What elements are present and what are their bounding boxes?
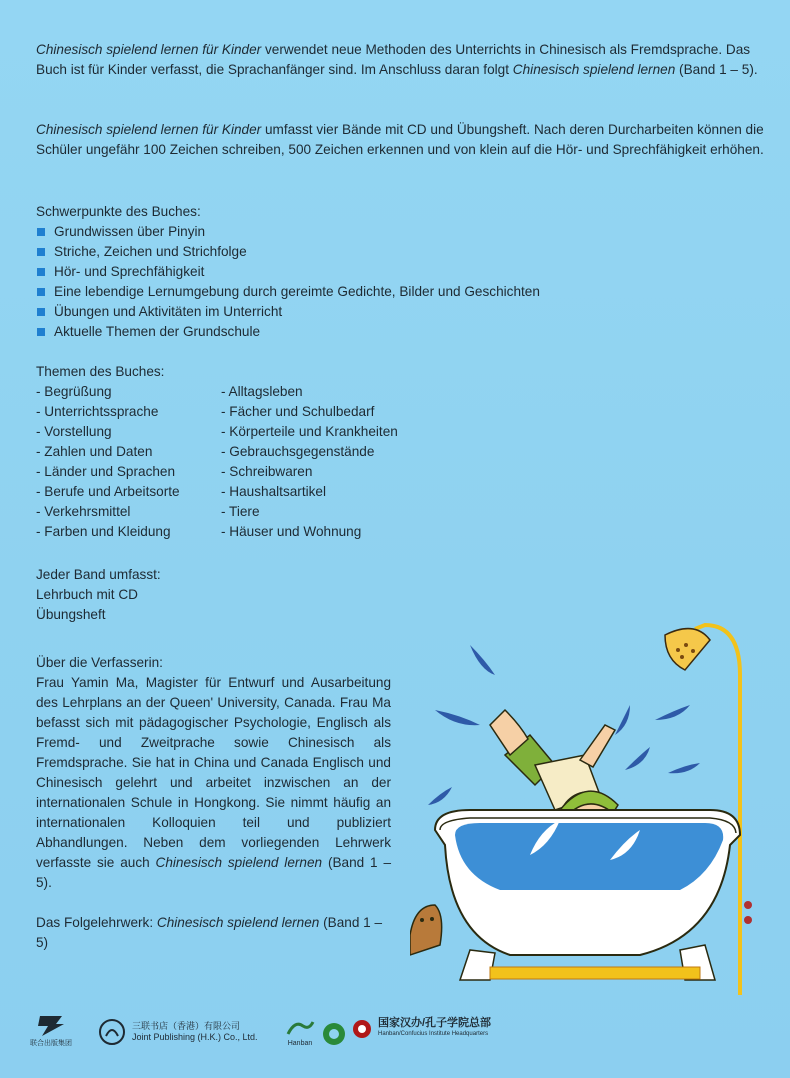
hanban-icon [285,1018,315,1038]
hanban-logo [285,1018,347,1049]
followup-label: Das Folgelehrwerk: [36,915,157,930]
author-heading: Über die Verfasserin: [36,655,163,670]
intro-paragraph [36,40,766,80]
publishing-group-icon [36,1012,66,1038]
intro-text-2: (Band 1 – 5). [675,62,758,77]
volumes-paragraph [36,120,766,160]
list-item: Grundwissen über Pinyin [36,222,766,242]
list-item: - Körperteile und Krankheiten [221,424,398,439]
followup-tail: (Band 1 – 5) [36,915,383,950]
list-item: Aktuelle Themen der Grundschule [36,322,766,342]
list-item: Eine lebendige Lernumgebung durch gereimte Gedichte, Bilder und Geschichten [36,282,766,302]
publisher-logos [30,1012,770,1062]
list-item: - Unterrichtssprache [36,404,159,419]
focus-heading: Schwerpunkte des Buches: [36,204,201,219]
hanban-cn: 国家汉办/孔子学院总部 [378,1017,492,1029]
book-title: Chinesisch spielend lernen für Kinder [36,42,262,57]
list-item: - Schreibwaren [221,464,313,479]
publishing-group-logo [30,1012,72,1049]
publishing-group-name: 联合出版集团 [30,1040,72,1047]
hanban-seal-icon [352,1019,372,1039]
child-arm [580,725,615,767]
author-text: Frau Yamin Ma, Magister für Entwurf und Ausarbeitung des Lehrplans an der Queen' University, Canada. Frau Ma befasst sich mit pädagogischer Psychologie, Englisch als Fremd- und Zweitprache sowie Chinesisch als Fremdsprache. Sie hat in China und Canada Englisch und Chinesisch gelehrt und arbeitet inzwischen an der internationalen Schule in Hongkong. Sie nimmt häufig an internationalen Kolloquien teil und publiziert Abhandlungen. Neben dem vorliegenden Lehrwerk verfasste sie auch [36,675,391,870]
joint-publishing-logo [98,1018,258,1046]
list-item: Striche, Zeichen und Strichfolge [36,242,766,262]
series-title: Chinesisch spielend lernen [156,915,320,930]
tap-icon [744,901,752,924]
volumes-text: umfasst vier Bände mit CD und Übungsheft. Nach deren Durcharbeiten können die Schüler ungefähr 100 Zeichen schreiben, 500 Zeichen erkennen und von klein auf die Hör- und Sprechfähigkeit erhöhen. [36,122,764,157]
bathtub [435,810,740,980]
hanban-label: Hanban [287,1040,313,1047]
hanban-headquarters-logo [352,1018,491,1040]
confucius-institute-icon [321,1021,347,1047]
hanban-en: Hanban/Confucius Institute Headquarters [378,1031,489,1037]
topics-heading: Themen des Buches: [36,364,165,379]
list-item: - Länder und Sprachen [36,464,176,479]
list-item: Hör- und Sprechfähigkeit [36,262,766,282]
topics-section [36,362,766,542]
joint-publishing-cn: 三联书店（香港）有限公司 [132,1021,241,1031]
list-item: - Gebrauchsgegenstände [221,444,375,459]
series-title: Chinesisch spielend lernen [512,62,676,77]
list-item: - Berufe und Arbeitsorte [36,484,180,499]
list-item: - Begrüßung [36,384,112,399]
list-item: - Fächer und Schulbedarf [221,404,375,419]
list-item: - Zahlen und Daten [36,444,153,459]
focus-section [36,202,766,342]
topics-left-column [36,382,221,542]
topics-right-column [221,382,471,542]
contents-line: Übungsheft [36,607,106,622]
bathtub-illustration [410,615,780,995]
list-item: - Alltagsleben [221,384,303,399]
series-title: Chinesisch spielend lernen [155,855,323,870]
list-item: - Verkehrsmittel [36,504,131,519]
intro-text-1: verwendet neue Methoden des Unterrichts in Chinesisch als Fremdsprache. Das Buch ist für Kinder verfasst, die Sprachanfänger sind. Im Anschluss daran folgt [36,42,751,77]
followup-section [36,913,391,953]
list-item: - Häuser und Wohnung [221,524,362,539]
bath-mat [490,967,700,979]
joint-publishing-en: Joint Publishing (H.K.) Co., Ltd. [132,1032,258,1042]
book-title: Chinesisch spielend lernen für Kinder [36,122,262,137]
contents-line: Jeder Band umfasst: [36,567,161,582]
contents-line: Lehrbuch mit CD [36,587,138,602]
list-item: Übungen und Aktivitäten im Unterricht [36,302,766,322]
list-item: - Tiere [221,504,260,519]
author-tail: (Band 1 – 5). [36,855,392,890]
focus-list [36,222,766,342]
list-item: - Farben und Kleidung [36,524,171,539]
list-item: - Vorstellung [36,424,112,439]
cat-icon [410,905,442,955]
list-item: - Haushaltsartikel [221,484,327,499]
shower-head-icon [665,629,710,670]
author-section [36,653,391,893]
joint-publishing-icon [98,1018,126,1046]
